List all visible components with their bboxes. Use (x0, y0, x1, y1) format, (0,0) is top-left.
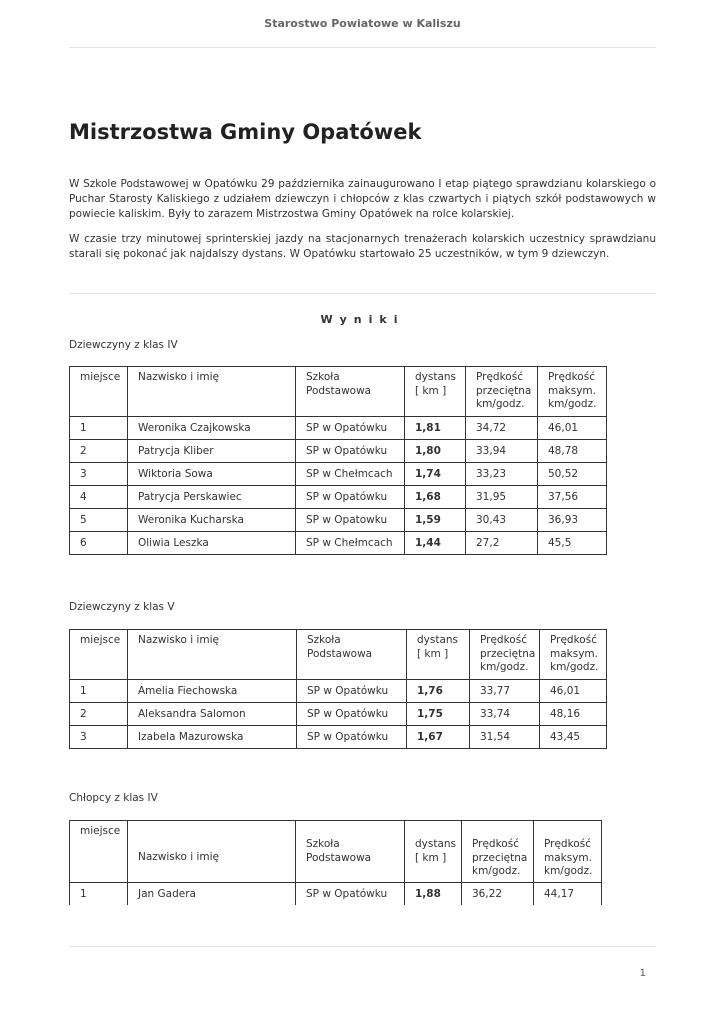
cell-place: 6 (70, 532, 128, 555)
cell-distance: 1,74 (405, 463, 466, 486)
cell-max-speed: 36,93 (538, 509, 607, 532)
cell-avg-speed: 27,2 (466, 532, 538, 555)
cell-name: Patrycja Kliber (128, 440, 296, 463)
header-name: Nazwisko i imię (128, 367, 296, 417)
cell-name: Jan Gadera (128, 883, 296, 906)
cell-school: SP w Opatówku (296, 883, 405, 906)
table-row (70, 703, 607, 726)
cell-school: SP w Opatowku (296, 509, 405, 532)
header-place: miejsce (70, 821, 128, 883)
cell-place: 5 (70, 509, 128, 532)
cell-school: SP w Opatówku (297, 703, 407, 726)
table-row (70, 509, 607, 532)
cell-max-speed: 45,5 (538, 532, 607, 555)
table-row (70, 463, 607, 486)
cell-school: SP w Opatówku (296, 440, 405, 463)
cell-avg-speed: 33,23 (466, 463, 538, 486)
header-school: Szkoła Podstawowa (296, 821, 405, 883)
header-distance: dystans [ km ] (407, 630, 470, 680)
page-number: 1 (639, 968, 646, 979)
table-row (70, 440, 607, 463)
cell-name: Izabela Mazurowska (128, 726, 297, 749)
intro-paragraph: W Szkole Podstawowej w Opatówku 29 października zainaugurowano I etap piątego sprawdzianu kolarskiego o Puchar Starosty Kaliskiego z udziałem dziewczyn i chłopców z klas czwartych i piątych szkół podstawowych w powiecie kaliskim. Były to zarazem Mistrzostwa Gminy Opatówek na rolce kolarskiej. (69, 178, 656, 220)
cell-max-speed: 50,52 (538, 463, 607, 486)
cell-max-speed: 37,56 (538, 486, 607, 509)
section-rule (69, 293, 656, 294)
cell-name: Weronika Kucharska (128, 509, 296, 532)
cell-name: Patrycja Perskawiec (128, 486, 296, 509)
cell-place: 4 (70, 486, 128, 509)
cell-max-speed: 48,78 (538, 440, 607, 463)
header-rule (69, 47, 656, 48)
cell-place: 3 (70, 726, 128, 749)
header-name: Nazwisko i imię (128, 630, 297, 680)
table-row (70, 486, 607, 509)
cell-max-speed: 46,01 (538, 417, 607, 440)
table-header-row (70, 630, 607, 680)
cell-avg-speed: 33,94 (466, 440, 538, 463)
table-header-row (70, 367, 607, 417)
cell-distance: 1,80 (405, 440, 466, 463)
cell-distance: 1,75 (407, 703, 470, 726)
header-distance: dystans [ km ] (405, 821, 462, 883)
header-max-speed: Prędkość maksym. km/godz. (540, 630, 607, 680)
header-avg-speed: Prędkość przeciętna km/godz. (462, 821, 534, 883)
cell-name: Wiktoria Sowa (128, 463, 296, 486)
cell-place: 1 (70, 883, 128, 906)
results-heading: Wyniki (320, 313, 405, 326)
cell-distance: 1,81 (405, 417, 466, 440)
cell-name: Weronika Czajkowska (128, 417, 296, 440)
header-max-speed: Prędkość maksym. km/godz. (534, 821, 602, 883)
table-row (70, 883, 602, 906)
page-title: Mistrzostwa Gminy Opatówek (69, 120, 422, 144)
cell-avg-speed: 33,74 (470, 703, 540, 726)
cell-avg-speed: 36,22 (462, 883, 534, 906)
results-table-girls-iv (69, 366, 607, 555)
cell-name: Oliwia Leszka (128, 532, 296, 555)
cell-name: Amelia Fiechowska (128, 680, 297, 703)
header-name: Nazwisko i imię (128, 821, 296, 883)
table-row (70, 417, 607, 440)
cell-school: SP w Chełmcach (296, 532, 405, 555)
header-avg-speed: Prędkość przeciętna km/godz. (466, 367, 538, 417)
table-row (70, 680, 607, 703)
running-header: Starostwo Powiatowe w Kaliszu (264, 17, 461, 30)
cell-distance: 1,68 (405, 486, 466, 509)
header-max-speed: Prędkość maksym. km/godz. (538, 367, 607, 417)
section-label-girls-v: Dziewczyny z klas V (69, 601, 175, 613)
details-paragraph: W czasie trzy minutowej sprinterskiej jazdy na stacjonarnych trenażerach kolarskich uczestnicy sprawdzianu starali się pokonać jak najdalszy dystans. W Opatówku startowało 25 uczestników, w tym 9 dziewczyn. (69, 233, 656, 260)
table-header-row (70, 821, 602, 883)
cell-max-speed: 44,17 (534, 883, 602, 906)
cell-place: 1 (70, 680, 128, 703)
cell-school: SP w Opatówku (297, 680, 407, 703)
results-table-girls-v (69, 629, 607, 749)
cell-distance: 1,67 (407, 726, 470, 749)
cell-avg-speed: 31,95 (466, 486, 538, 509)
cell-max-speed: 46,01 (540, 680, 607, 703)
cell-school: SP w Opatówku (296, 417, 405, 440)
section-label-girls-iv: Dziewczyny z klas IV (69, 339, 178, 351)
cell-avg-speed: 30,43 (466, 509, 538, 532)
cell-place: 2 (70, 440, 128, 463)
cell-place: 2 (70, 703, 128, 726)
header-school: Szkoła Podstawowa (297, 630, 407, 680)
cell-place: 3 (70, 463, 128, 486)
header-avg-speed: Prędkość przeciętna km/godz. (470, 630, 540, 680)
cell-place: 1 (70, 417, 128, 440)
table-row (70, 726, 607, 749)
header-place: miejsce (70, 367, 128, 417)
cell-max-speed: 48,16 (540, 703, 607, 726)
cell-avg-speed: 31,54 (470, 726, 540, 749)
header-place: miejsce (70, 630, 128, 680)
results-table-boys-iv (69, 820, 602, 905)
cell-school: SP w Chełmcach (296, 463, 405, 486)
cell-avg-speed: 33,77 (470, 680, 540, 703)
cell-school: SP w Opatówku (296, 486, 405, 509)
cell-distance: 1,76 (407, 680, 470, 703)
cell-max-speed: 43,45 (540, 726, 607, 749)
cell-distance: 1,44 (405, 532, 466, 555)
section-label-boys-iv: Chłopcy z klas IV (69, 792, 158, 804)
cell-school: SP w Opatówku (297, 726, 407, 749)
cell-avg-speed: 34,72 (466, 417, 538, 440)
cell-distance: 1,59 (405, 509, 466, 532)
header-distance: dystans [ km ] (405, 367, 466, 417)
cell-distance: 1,88 (405, 883, 462, 906)
table-row (70, 532, 607, 555)
footer-rule (69, 946, 656, 947)
cell-name: Aleksandra Salomon (128, 703, 297, 726)
header-school: Szkoła Podstawowa (296, 367, 405, 417)
